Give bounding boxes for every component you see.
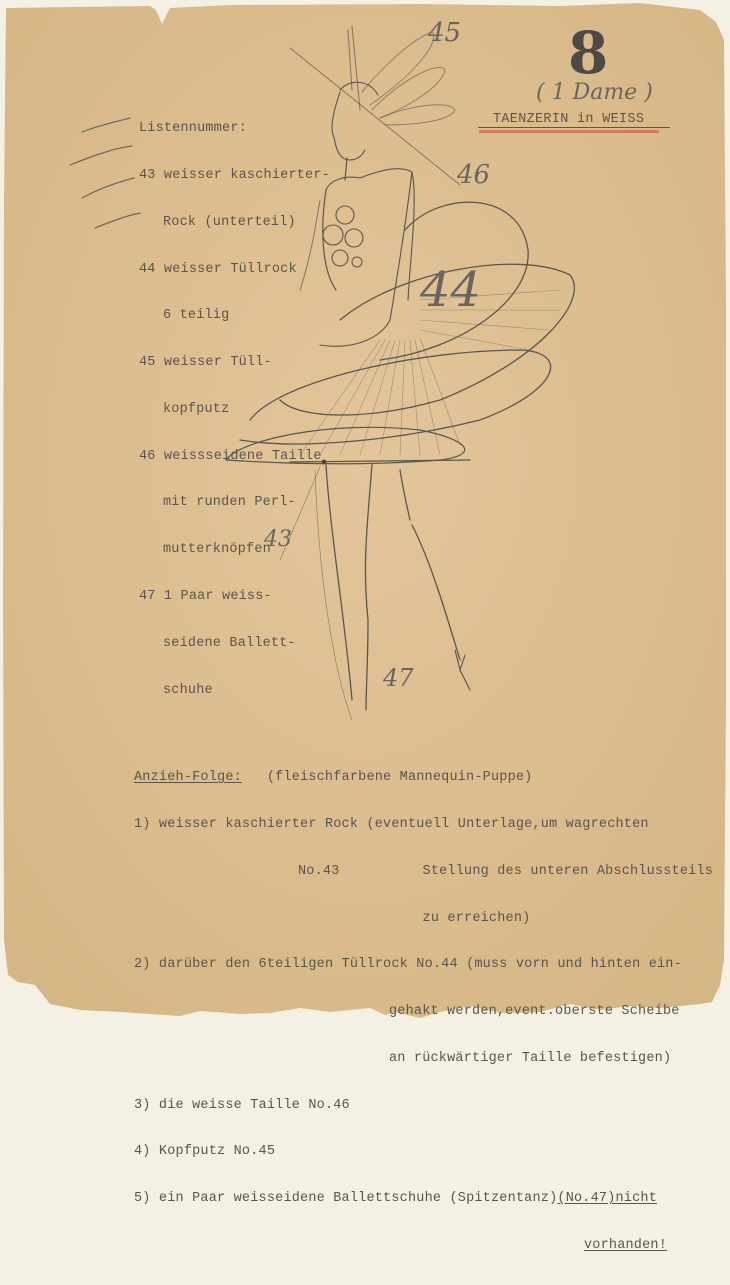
sequence-heading-note: (fleischfarbene Mannequin-Puppe)	[266, 770, 533, 786]
sketch-label-45: 45	[428, 18, 462, 48]
list-item-46-cont-2: mutterknöpfen	[163, 542, 271, 558]
sketch-label-43: 43	[264, 527, 292, 552]
sheet-number: 8	[568, 19, 609, 87]
list-item-47-cont-1: seidene Ballett-	[163, 635, 296, 651]
list-item-43-cont: Rock (unterteil)	[163, 214, 296, 230]
list-heading: Listennummer:	[139, 121, 247, 137]
step-5-note-not: nicht	[615, 1191, 658, 1207]
title-red-underline	[479, 130, 659, 133]
dressing-sequence	[134, 739, 713, 1285]
sketch-label-47: 47	[383, 664, 414, 692]
step-5: 5) ein Paar weisseidene Ballettschuhe (Spitzentanz)(No.47)nicht	[134, 1191, 658, 1207]
list-item-45: 45 weisser Tüll-	[139, 355, 272, 371]
list-item-46: 46 weissseidene Taille	[139, 448, 322, 464]
list-item-45-cont: kopfputz	[163, 401, 230, 417]
sketch-label-44: 44	[420, 262, 482, 318]
costume-list	[139, 90, 330, 729]
document-title: TAENZERIN in WEISS	[493, 112, 645, 127]
list-item-47-cont-2: schuhe	[163, 682, 213, 698]
step-3: 3) die weisse Taille No.46	[134, 1097, 350, 1113]
list-item-44-cont: 6 teilig	[163, 308, 230, 324]
step-1: 1) weisser kaschierter Rock (eventuell Unterlage,um wagrechten	[134, 816, 649, 832]
sequence-heading: Anzieh-Folge:	[134, 770, 242, 786]
step-2-cont-2: an rückwärtiger Taille befestigen)	[389, 1050, 672, 1066]
step-2: 2) darüber den 6teiligen Tüllrock No.44 (muss vorn und hinten ein-	[134, 957, 682, 973]
step-2-cont-1: gehakt werden,event.oberste Scheibe	[389, 1004, 680, 1020]
handwritten-note: ( 1 Dame )	[536, 80, 653, 105]
step-5-note-ref: (No.47)	[557, 1191, 616, 1207]
list-item-47: 47 1 Paar weiss-	[139, 589, 272, 604]
sequence-heading-row	[134, 770, 713, 786]
list-item-43: 43 weisser kaschierter-	[139, 167, 330, 183]
list-item-46-cont-1: mit runden Perl-	[163, 495, 296, 511]
step-4: 4) Kopfputz No.45	[134, 1144, 276, 1160]
list-item-44: 44 weisser Tüllrock	[139, 261, 297, 277]
step-1-cont-1: No.43 Stellung des unteren Abschlussteils	[298, 863, 714, 879]
step-5-cont: vorhanden!	[584, 1238, 668, 1253]
sketch-label-46: 46	[457, 160, 491, 190]
title-underline	[478, 127, 670, 128]
step-1-cont-2: zu erreichen)	[298, 910, 531, 926]
